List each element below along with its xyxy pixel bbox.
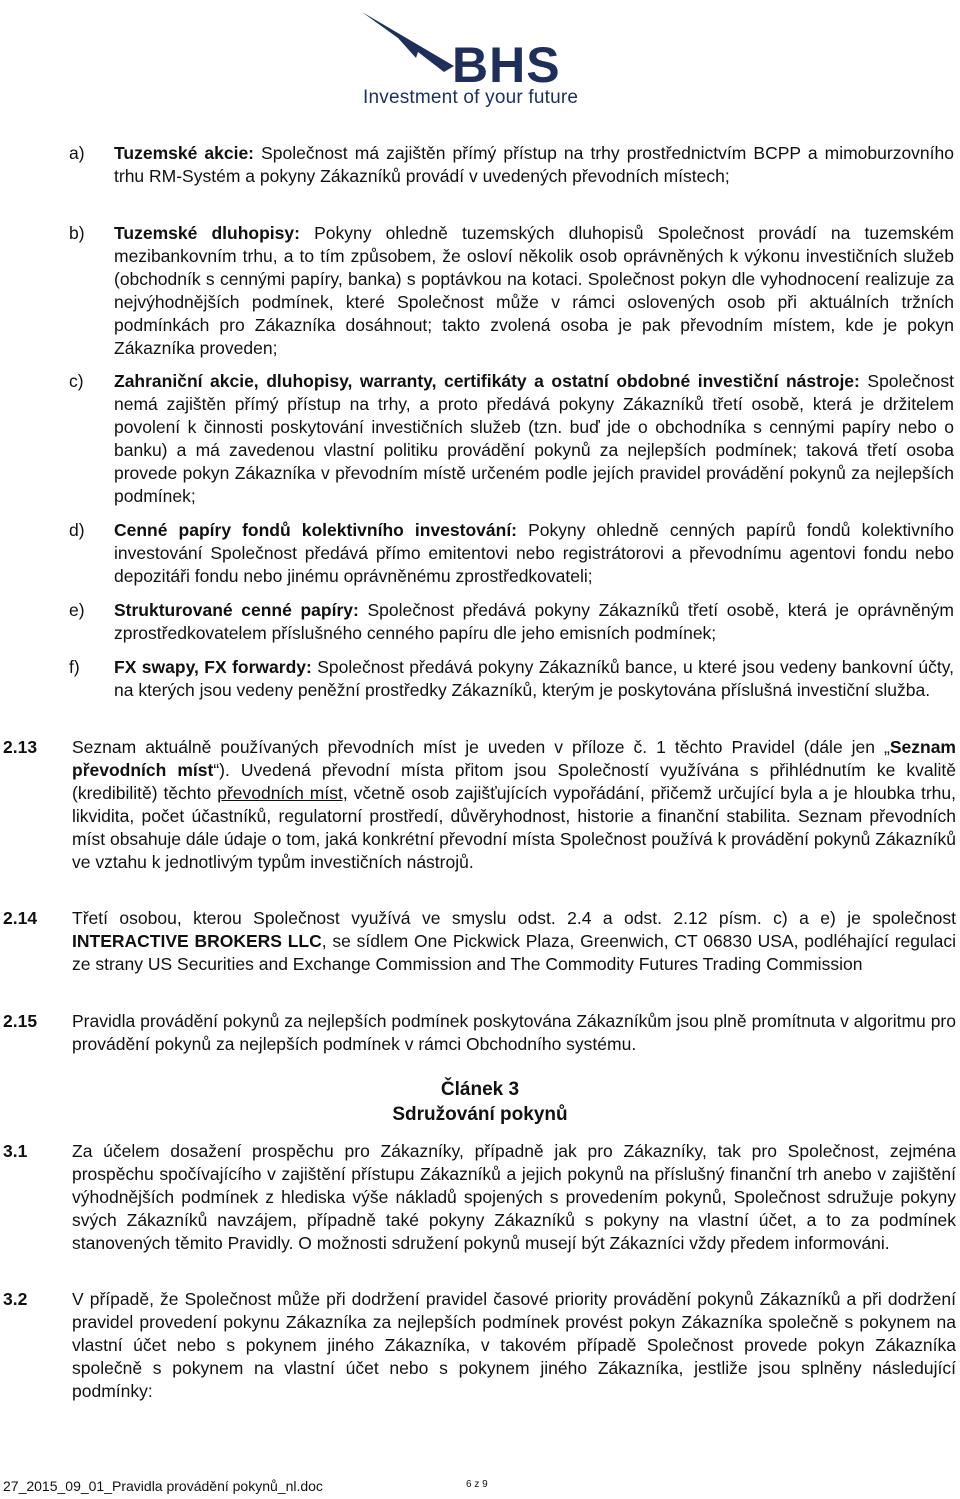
section-2-13-text-1: Seznam aktuálně používaných převodních míst je uveden v příloze č. 1 těchto Pravidel (dále jen „	[72, 737, 890, 757]
item-e-label: e)	[69, 600, 85, 620]
logo-tagline: Investment of your future	[363, 87, 579, 108]
item-a-label: a)	[69, 143, 85, 163]
item-f-title: FX swapy, FX forwardy:	[114, 657, 312, 677]
section-2-13-underlined: převodních míst,	[217, 783, 348, 803]
section-3-1: Za účelem dosažení prospěchu pro Zákazníky, případně jak pro Zákazníky, tak pro Společnost, zejména prospěchu spočívajícího v zajištění přístupu Zákazníků a jejich pokynů na příslušný finanční trh anebo v zajištění výhodnějších podmínek z hlediska výše nákladů spojených s provedením pokynů, Společnost sdružuje pokyny svých Zákazníků navzájem, případně také pokyny Zákazníků s pokyny na vlastní účet, a to za podmínek stanovených těmito Pravidly. O možnosti sdružení pokynů musejí být Zákazníci vždy předem informováni.	[72, 1141, 956, 1253]
section-2-13-text-3: včetně osob zajišťujících vypořádání, přičemž určující byla a je hloubka trhu, likvidita, počet účastníků, regulatorní prostředí, důvěryhodnost, historie a finanční stabilita. Seznam převodních míst obsahuje dále údaje o tom, jaká konkrétní převodní místa Společnost používá k provádění pokynů Zákazníků ve vztahu k jednotlivým typům investičních nástrojů.	[72, 783, 956, 872]
item-c	[114, 370, 954, 508]
section-2-15-number: 2.15	[3, 1011, 38, 1031]
item-d-text: Pokyny ohledně cenných papírů fondů kolektivního investování Společnost předává přímo emitentovi nebo registrátorovi a převodnímu agentovi fondu nebo depozitáři fondu nebo jinému oprávněnému zprostředkovateli;	[114, 520, 955, 586]
item-a	[114, 142, 954, 188]
item-b-text: Pokyny ohledně tuzemských dluhopisů Společnost provádí na tuzemském mezibankovním trhu, a to tím způsobem, že osloví několik osob oprávněných k výkonu investičních služeb (obchodník s cennými papíry, banka) s poptávkou na kotaci. Společnost pokyn dle vyhodnocení realizuje za nejvýhodnějších podmínek, které Společnost může v rámci oslovených osob při aktuálních tržních podmínkách pro Zákazníka dosáhnout; takto zvolená osoba je pak převodním místem, kde je pokyn Zákazníka proveden;	[114, 223, 954, 358]
section-3-2-number: 3.2	[3, 1289, 28, 1309]
section-2-14-bold: INTERACTIVE BROKERS LLC	[72, 931, 322, 951]
item-a-title: Tuzemské akcie:	[114, 143, 255, 163]
article-title: Článek 3	[440, 1079, 520, 1100]
item-c-label: c)	[69, 371, 84, 391]
item-b-label: b)	[69, 223, 85, 243]
section-3-1-number: 3.1	[3, 1141, 28, 1161]
footer-filename: 27_2015_09_01_Pravidla provádění pokynů_nl.doc	[3, 1478, 323, 1494]
item-c-title: Zahraniční akcie, dluhopisy, warranty, certifikáty a ostatní obdobné investiční nástroje:	[114, 371, 860, 391]
section-2-13-bold: Seznam převodních míst	[72, 737, 956, 780]
section-2-14	[72, 907, 956, 976]
section-2-14-number: 2.14	[3, 908, 38, 928]
section-3-2: V případě, že Společnost může při dodržení pravidel časové priority provádění pokynů Zákazníků a při dodržení pravidel provedení pokynu Zákazníka za nejlepších podmínek provést pokyn Zákazníka společně s pokynem na vlastní účet nebo s pokynem jiného Zákazníka, v takovém případě Společnost provede pokyn Zákazníka společně s pokynem na vlastní účet nebo s pokynem jiného Zákazníka, jestliže jsou splněny následující podmínky:	[72, 1289, 956, 1401]
item-e	[114, 599, 954, 645]
item-d	[114, 519, 954, 588]
logo-text: BHS	[452, 37, 561, 93]
section-2-13-text-2: “). Uvedená převodní místa přitom jsou Společností využívána s přihlédnutím ke kvalitě (kredibilitě) těchto	[72, 760, 956, 803]
section-2-14-text-1: Třetí osobou, kterou Společnost využívá ve smyslu odst. 2.4 a odst. 2.12 písm. c) a e) je společnost	[72, 908, 956, 928]
article-subtitle: Sdružování pokynů	[392, 1104, 568, 1125]
item-e-title: Strukturované cenné papíry:	[114, 600, 359, 620]
item-d-label: d)	[69, 520, 85, 540]
section-2-14-text-2: , se sídlem One Pickwick Plaza, Greenwich, CT 06830 USA, podléhající regulaci ze strany US Securities and Exchange Commission and The Commodity Futures Trading Commission	[72, 931, 956, 974]
footer-page-number: 6 z 9	[466, 1479, 488, 1490]
item-e-text: Společnost předává pokyny Zákazníků třetí osobě, která je oprávněným zprostředkovatelem příslušného cenného papíru dle jeho emisních podmínek;	[114, 600, 954, 643]
item-f-label: f)	[69, 657, 80, 677]
item-d-title: Cenné papíry fondů kolektivního investování:	[114, 520, 518, 540]
item-f	[114, 656, 954, 702]
section-2-13-number: 2.13	[3, 737, 38, 757]
section-2-15: Pravidla provádění pokynů za nejlepších podmínek poskytována Zákazníkům jsou plně promítnuta v algoritmu pro provádění pokynů za nejlepších podmínek v rámci Obchodního systému.	[72, 1011, 956, 1054]
item-f-text: Společnost předává pokyny Zákazníků bance, u které jsou vedeny bankovní účty, na kterých jsou vedeny peněžní prostředky Zákazníků, kterým je poskytována příslušná investiční služba.	[114, 657, 955, 700]
item-b	[114, 222, 954, 360]
section-2-13	[72, 736, 956, 874]
item-a-text: Společnost má zajištěn přímý přístup na trhy prostřednictvím BCPP a mimoburzovního trhu RM-Systém a pokyny Zákazníků provádí v uvedených převodních místech;	[114, 143, 954, 186]
item-c-text: Společnost nemá zajištěn přímý přístup na trhy, a proto předává pokyny Zákazníků třetí osobě, která je držitelem povolení k činnosti poskytování investičních služeb (tzn. buď jde o obchodníka s cennými papíry nebo o banku) a má zavedenou vlastní politiku provádění pokynů za nejlepších podmínek; taková třetí osoba provede pokyn Zákazníka v převodním místě určeném podle jejích pravidel provádění pokynů za nejlepších podmínek;	[114, 371, 954, 506]
eagle-icon	[362, 12, 454, 68]
item-b-title: Tuzemské dluhopisy:	[114, 223, 300, 243]
